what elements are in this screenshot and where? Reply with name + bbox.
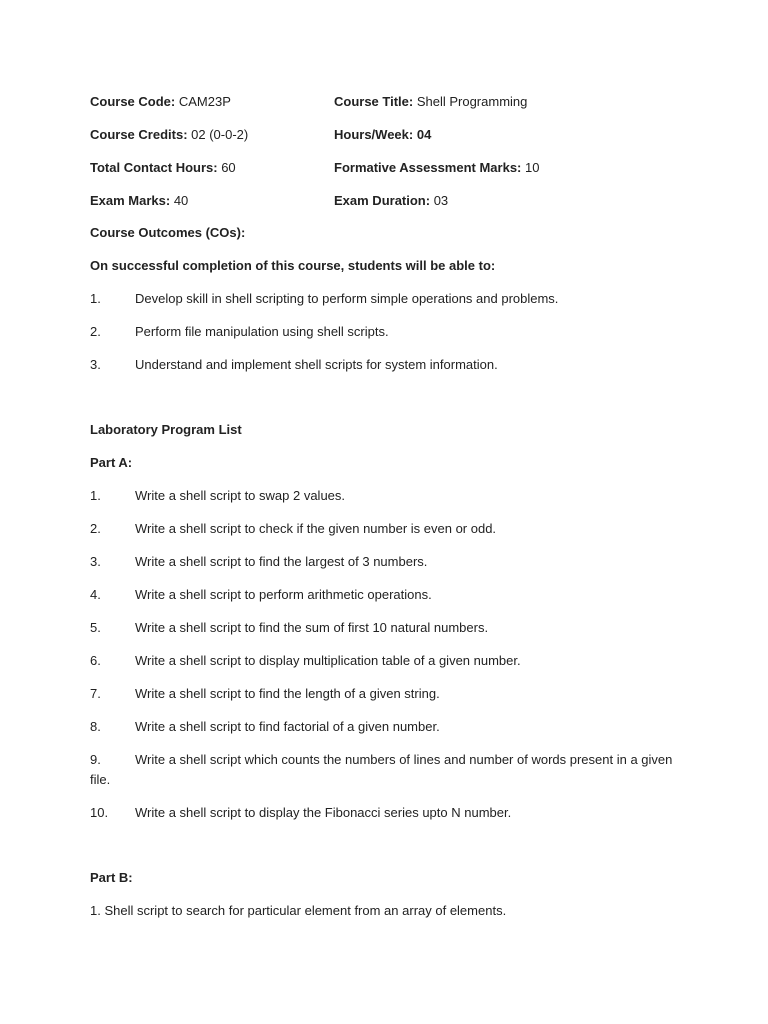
exam-duration-label: Exam Duration: [334,193,431,208]
part-b-heading-text: Part B: [90,870,133,885]
lab-item-text: Write a shell script to find the largest of 3 numbers. [135,554,428,569]
exam-duration [334,192,448,209]
total-contact-hours [90,159,236,176]
lab-item-number: 7. [90,686,101,701]
lab-item-number: 1. [90,488,101,503]
lab-item [90,750,680,790]
outcome-number: 3. [90,357,101,372]
lab-item [90,685,440,702]
outcomes-heading [90,224,245,241]
formative-value: 10 [521,160,540,175]
lab-item-number: 8. [90,719,101,734]
course-code [90,93,231,110]
course-title [334,93,527,110]
lab-item-text: Write a shell script which counts the numbers of lines and number of words present in a given file. [90,752,673,787]
hours-week [334,126,431,143]
lab-item-number: 4. [90,587,101,602]
course-title-value: Shell Programming [413,94,528,109]
exam-duration-value: 03 [430,193,449,208]
outcomes-intro-text: On successful completion of this course, students will be able to: [90,258,496,273]
part-b-item-text: 1. Shell script to search for particular element from an array of elements. [90,903,507,918]
outcome-item [90,356,498,373]
course-credits [90,126,248,143]
lab-item-number: 2. [90,521,101,536]
hours-week-label: Hours/Week: 04 [334,127,432,142]
lab-item [90,487,345,504]
part-a-heading-text: Part A: [90,455,133,470]
exam-marks-label: Exam Marks: [90,193,171,208]
outcomes-heading-text: Course Outcomes (COs): [90,225,246,240]
outcomes-intro [90,257,495,274]
lab-item [90,804,511,821]
lab-item-text: Write a shell script to find the sum of first 10 natural numbers. [135,620,489,635]
lab-item-text: Write a shell script to display the Fibonacci series upto N number. [135,805,512,820]
outcome-item [90,323,389,340]
lab-item-text: Write a shell script to check if the given number is even or odd. [135,521,497,536]
part-a-heading [90,454,132,471]
lab-item [90,718,440,735]
course-code-label: Course Code: [90,94,176,109]
formative-assessment [334,159,539,176]
lab-item-text: Write a shell script to find the length of a given string. [135,686,440,701]
outcome-text: Understand and implement shell scripts for system information. [135,357,498,372]
lab-item-number: 5. [90,620,101,635]
lab-item-number: 3. [90,554,101,569]
lab-item [90,553,427,570]
outcome-text: Perform file manipulation using shell scripts. [135,324,389,339]
outcome-text: Develop skill in shell scripting to perform simple operations and problems. [135,291,559,306]
outcome-number: 1. [90,291,101,306]
course-credits-label: Course Credits: [90,127,188,142]
course-code-value: CAM23P [175,94,231,109]
outcome-number: 2. [90,324,101,339]
total-contact-label: Total Contact Hours: [90,160,218,175]
lab-heading [90,421,242,438]
outcome-item [90,290,558,307]
lab-item-text: Write a shell script to swap 2 values. [135,488,346,503]
total-contact-value: 60 [217,160,236,175]
formative-label: Formative Assessment Marks: [334,160,522,175]
lab-item [90,652,521,669]
exam-marks-value: 40 [170,193,189,208]
lab-item [90,619,488,636]
lab-item-number: 6. [90,653,101,668]
lab-item [90,520,496,537]
lab-item [90,586,432,603]
lab-heading-text: Laboratory Program List [90,422,242,437]
exam-marks [90,192,188,209]
lab-item-text: Write a shell script to display multiplication table of a given number. [135,653,521,668]
lab-item-number: 10. [90,805,109,820]
lab-item-text: Write a shell script to find factorial of a given number. [135,719,440,734]
course-credits-value: 02 (0-0-2) [187,127,249,142]
part-b-heading [90,869,133,886]
course-title-label: Course Title: [334,94,414,109]
part-b-item [90,902,506,919]
lab-item-text: Write a shell script to perform arithmetic operations. [135,587,432,602]
lab-item-number: 9. [90,752,101,767]
